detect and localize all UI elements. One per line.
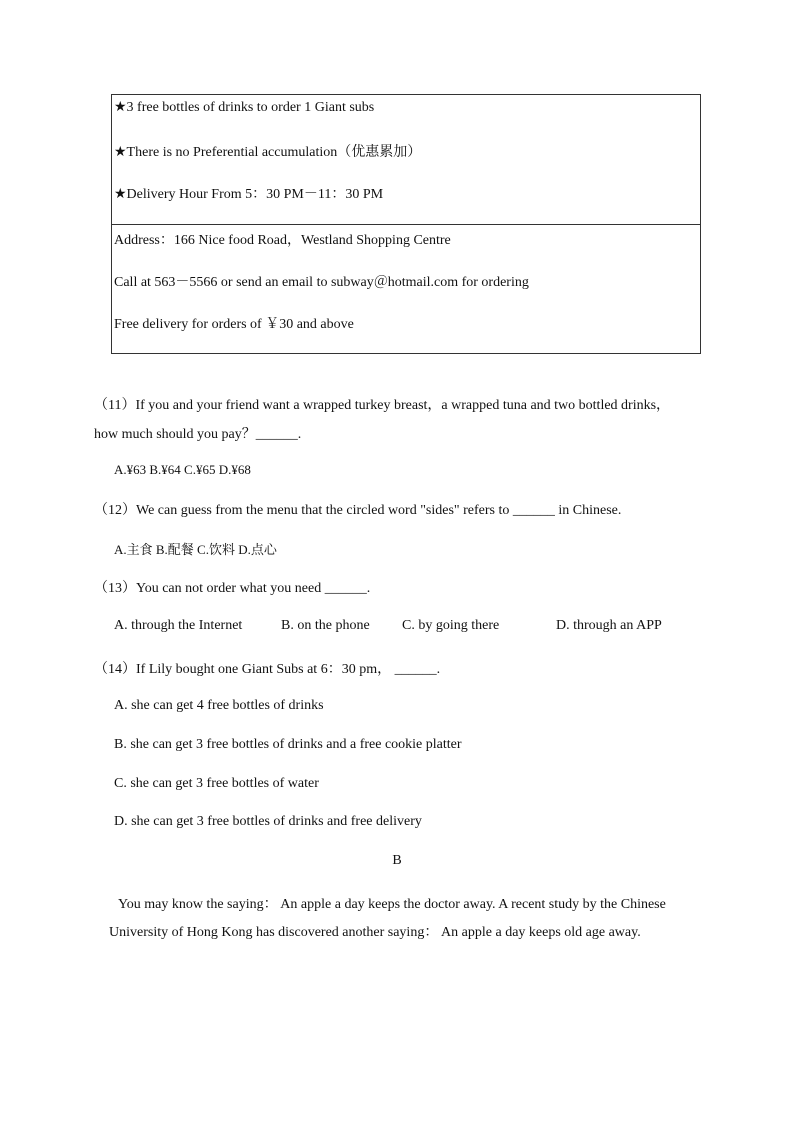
section-b-para-line2: University of Hong Kong has discovered another saying： An apple a day keeps old age away.: [109, 925, 641, 940]
note-no-accumulation: ★There is no Preferential accumulation（优惠累加）: [114, 145, 422, 160]
contact-address: Address：166 Nice food Road，Westland Shopping Centre: [114, 233, 451, 248]
question-14-option-b: B. she can get 3 free bottles of drinks and a free cookie platter: [114, 737, 462, 752]
contact-free-delivery: Free delivery for orders of ￥30 and above: [114, 317, 354, 332]
question-11-line1: （11）If you and your friend want a wrapped turkey breast，a wrapped tuna and two bottled drinks，: [94, 398, 671, 413]
question-14-option-a: A. she can get 4 free bottles of drinks: [114, 698, 324, 713]
contact-call: Call at 563－5566 or send an email to subway＠hotmail.com for ordering: [114, 275, 529, 290]
section-b-heading: B: [392, 853, 402, 868]
contact-box: [111, 224, 701, 354]
menu-notes-box: [111, 94, 701, 225]
question-14-option-c: C. she can get 3 free bottles of water: [114, 776, 319, 791]
question-11-line2: how much should you pay？______.: [94, 427, 302, 442]
question-12-options: A.主食 B.配餐 C.饮料 D.点心: [114, 542, 277, 557]
question-13-option-c: C. by going there: [402, 618, 500, 633]
question-12: （12）We can guess from the menu that the circled word "sides" refers to ______ in Chinese.: [94, 503, 622, 518]
question-13-option-a: A. through the Internet: [114, 618, 243, 633]
question-11-options: A.¥63 B.¥64 C.¥65 D.¥68: [114, 462, 251, 477]
note-delivery-hour: ★Delivery Hour From 5：30 PM－11：30 PM: [114, 187, 384, 202]
note-free-drinks: ★3 free bottles of drinks to order 1 Giant subs: [114, 100, 375, 115]
question-14: （14）If Lily bought one Giant Subs at 6：30 pm， ______.: [94, 662, 441, 677]
question-13: （13）You can not order what you need ______.: [94, 581, 371, 596]
question-14-option-d: D. she can get 3 free bottles of drinks and free delivery: [114, 814, 422, 829]
question-13-option-b: B. on the phone: [281, 618, 370, 633]
question-13-option-d: D. through an APP: [556, 618, 662, 633]
section-b-para-line1: You may know the saying： An apple a day keeps the doctor away. A recent study by the Chinese: [118, 897, 666, 912]
